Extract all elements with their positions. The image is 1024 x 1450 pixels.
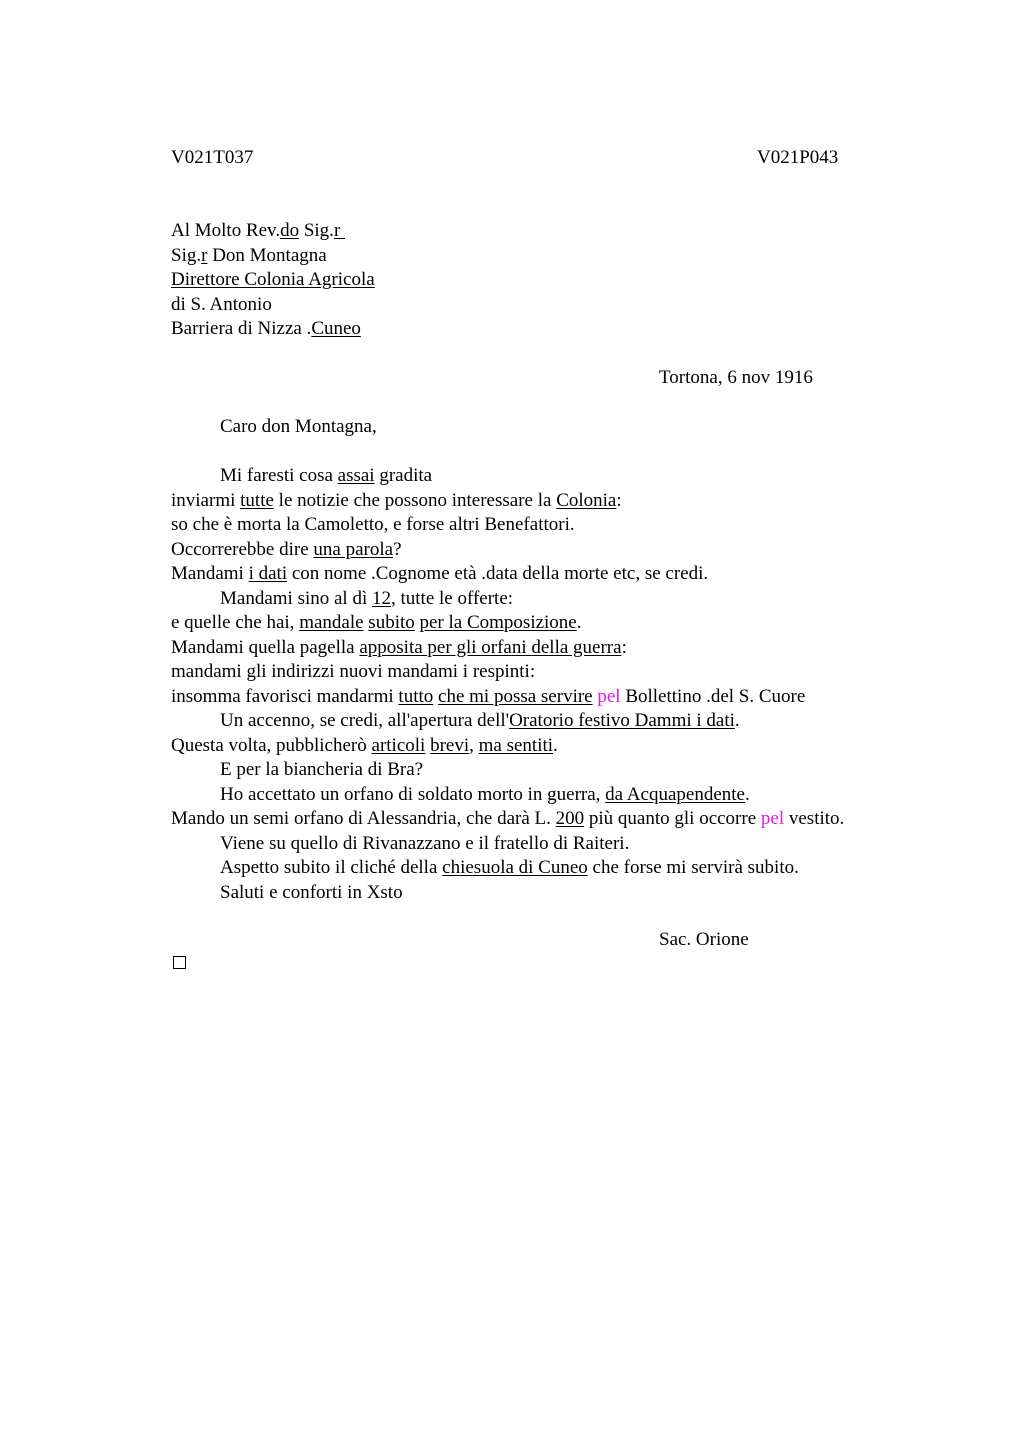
body-line: insomma favorisci mandarmi tutto che mi possa servire pel Bollettino .del S. Cuore xyxy=(171,685,806,707)
highlighted-word: pel xyxy=(597,685,621,707)
address-line: di S. Antonio xyxy=(171,293,272,315)
letter-body xyxy=(171,464,931,905)
body-line: Aspetto subito il cliché della chiesuola di Cuneo che forse mi servirà subito. xyxy=(220,857,799,878)
body-line: Mi faresti cosa assai gradita xyxy=(220,465,433,486)
body-line: Occorrerebbe dire una parola? xyxy=(171,538,402,560)
address-block xyxy=(171,219,931,342)
body-line: Saluti e conforti in Xsto xyxy=(220,881,403,903)
body-line: inviarmi tutte le notizie che possono interessare la Colonia: xyxy=(171,489,622,511)
document-reference-right: V021P043 xyxy=(757,147,839,168)
document-reference-left: V021T037 xyxy=(171,147,254,168)
address-line: Al Molto Rev.do Sig.r xyxy=(171,220,346,241)
address-line: Sig.r Don Montagna xyxy=(171,244,327,266)
signature: Sac. Orione xyxy=(659,929,749,950)
body-line: Un accenno, se credi, all'apertura dell'Oratorio festivo Dammi i dati. xyxy=(220,710,740,731)
body-line: Viene su quello di Rivanazzano e il fratello di Raiteri. xyxy=(220,832,630,854)
body-line: e quelle che hai, mandale subito per la Composizione. xyxy=(171,612,582,633)
body-line: Ho accettato un orfano di soldato morto in guerra, da Acquapendente. xyxy=(220,783,750,805)
highlighted-word: pel xyxy=(760,808,785,829)
address-line: Direttore Colonia Agricola xyxy=(171,269,375,290)
body-line: Mando un semi orfano di Alessandria, che darà L. 200 più quanto gli occorre pel vestito. xyxy=(171,808,845,829)
end-of-document-box-icon xyxy=(173,956,186,969)
salutation: Caro don Montagna, xyxy=(220,416,377,437)
body-line: Mandami i dati con nome .Cognome età .data della morte etc, se credi. xyxy=(171,563,709,584)
body-line: mandami gli indirizzi nuovi mandami i respinti: xyxy=(171,661,536,682)
body-line: Mandami sino al dì 12, tutte le offerte: xyxy=(220,587,514,609)
body-line: E per la biancheria di Bra? xyxy=(220,759,424,780)
letter-date: Tortona, 6 nov 1916 xyxy=(659,367,813,388)
address-line: Barriera di Nizza .Cuneo xyxy=(171,318,361,339)
body-line: so che è morta la Camoletto, e forse altri Benefattori. xyxy=(171,514,575,535)
body-line: Questa volta, pubblicherò articoli brevi, ma sentiti. xyxy=(171,734,558,756)
body-line: Mandami quella pagella apposita per gli orfani della guerra: xyxy=(171,636,627,658)
